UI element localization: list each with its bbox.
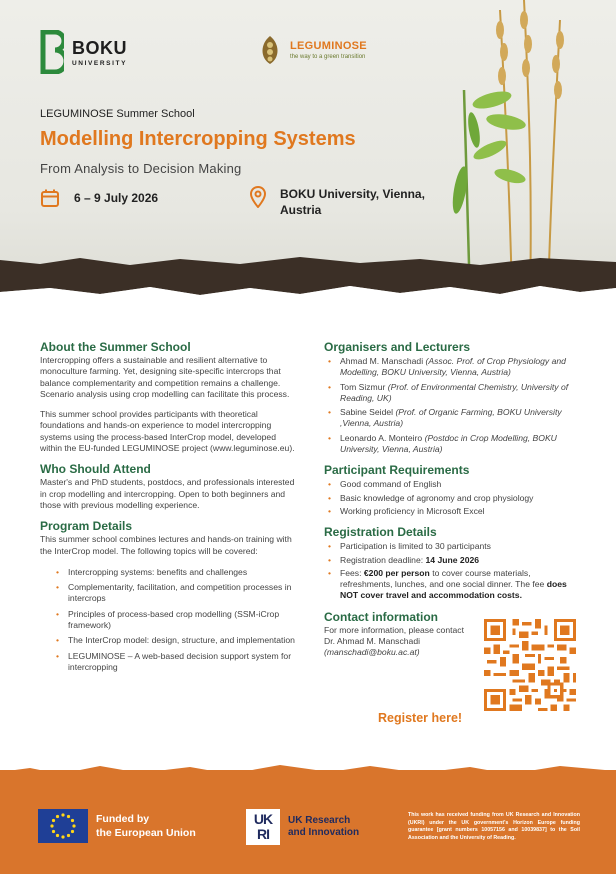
organisers-section <box>324 340 582 455</box>
registration-heading: Registration Details <box>324 525 437 540</box>
list-item: • Tom Sizmur (Prof. of Environmental Chemistry, University of Reading, UK) <box>324 382 582 405</box>
ukri-mark-icon: UK RI <box>246 809 280 845</box>
list-item: • Leonardo A. Monteiro (Postdoc in Crop Modelling, BOKU University, Vienna, Austria) <box>324 433 582 456</box>
requirements-heading: Participant Requirements <box>324 463 470 478</box>
eyebrow-text: LEGUMINOSE Summer School <box>40 108 195 120</box>
pea-pod-logo-icon <box>258 34 282 66</box>
registration-section <box>324 525 582 601</box>
eu-funding-logo <box>38 809 196 843</box>
event-date <box>40 188 158 208</box>
left-column <box>40 340 298 681</box>
soil-divider <box>0 250 616 300</box>
program-section <box>40 519 298 673</box>
list-item: • Good command of English <box>324 479 582 490</box>
list-item: • Sabine Seidel (Prof. of Organic Farming, BOKU University ,Vienna, Austria) <box>324 407 582 430</box>
list-item: • Complementarity, facilitation, and competition processes in intercrops <box>52 582 298 605</box>
header-banner <box>0 0 616 300</box>
program-heading: Program Details <box>40 519 133 534</box>
event-location <box>250 186 440 218</box>
about-section <box>40 340 298 454</box>
list-item: • Intercropping systems: benefits and challenges <box>52 567 298 578</box>
requirements-list <box>324 479 582 517</box>
funding-note: This work has received funding from UK Research and Innovation (UKRI) under the UK government's Horizon Europe funding guarantee [grant numbers 10057156 and 10039837] to the Soil Association and the University of Reading. <box>408 812 580 841</box>
registration-list <box>324 541 582 601</box>
ukri-line-2: and Innovation <box>288 827 360 838</box>
leguminose-logo <box>258 34 367 66</box>
list-item: • Principles of process-based crop modelling (SSM-iCrop framework) <box>52 609 298 632</box>
event-location-text: BOKU University, Vienna, Austria <box>280 187 425 217</box>
contact-heading: Contact information <box>324 609 438 624</box>
organisers-list <box>324 356 582 455</box>
list-item: • Fees: €200 per person to cover course materials, refreshments, lunches, and one social dinner. The fee does NOT cover travel and accommodation costs. <box>324 568 582 602</box>
list-item: • Basic knowledge of agronomy and crop physiology <box>324 493 582 504</box>
list-item: • LEGUMINOSE – A web-based decision support system for intercropping <box>52 651 298 674</box>
boku-name: BOKU <box>72 37 127 58</box>
page-title: Modelling Intercropping Systems <box>40 128 356 150</box>
eu-line-2: the European Union <box>96 827 196 839</box>
list-item: • The InterCrop model: design, structure, and implementation <box>52 635 298 646</box>
about-heading: About the Summer School <box>40 340 191 354</box>
registration-qr-code[interactable] <box>484 619 576 711</box>
location-pin-icon <box>250 186 266 208</box>
register-link[interactable]: Register here! <box>378 710 463 725</box>
boku-subtitle: UNIVERSITY <box>72 59 128 67</box>
organisers-heading: Organisers and Lecturers <box>324 340 471 354</box>
list-item: • Working proficiency in Microsoft Excel <box>324 506 582 517</box>
list-item: • Participation is limited to 30 participants <box>324 541 582 552</box>
ukri-line-1: UK Research <box>288 815 351 826</box>
eu-flag-icon <box>38 809 88 843</box>
list-item: • Registration deadline: 14 June 2026 <box>324 555 582 566</box>
right-column <box>324 340 582 743</box>
contact-text: For more information, please contact Dr. Ahmad M. Manschadi (manschadi@boku.ac.at) <box>324 624 464 658</box>
page-subtitle: From Analysis to Decision Making <box>40 161 242 176</box>
attend-heading: Who Should Attend <box>40 462 151 477</box>
attend-section <box>40 462 298 511</box>
contact-section <box>324 610 582 735</box>
calendar-icon <box>40 188 60 208</box>
boku-mark-icon <box>40 30 64 74</box>
about-paragraph-2: This summer school provides participants with theoretical foundations and hands-on experience to model intercropping systems using the process-based InterCrop model, developed within the EU-funded LEGUMINOSE project (www.leguminose.eu). <box>40 409 295 454</box>
program-intro: This summer school combines lectures and hands-on training with the InterCrop model. The following topics will be covered: <box>40 534 292 556</box>
attend-text: Master's and PhD students, postdocs, and professionals interested in crop modelling and intercropping. Open to both beginners and those with previous modelling experience. <box>40 477 295 510</box>
boku-logo <box>40 30 127 74</box>
leguminose-tagline: the way to a green transition <box>290 54 366 60</box>
list-item: • Ahmad M. Manschadi (Assoc. Prof. of Crop Physiology and Modelling, BOKU University, Vienna, Austria) <box>324 356 582 379</box>
program-topics <box>40 567 298 673</box>
leguminose-name: LEGUMINOSE <box>290 40 367 52</box>
event-date-text: 6 – 9 July 2026 <box>74 191 159 205</box>
requirements-section <box>324 463 582 517</box>
ukri-logo <box>246 809 359 845</box>
eu-line-1: Funded by <box>96 813 150 825</box>
contact-email[interactable]: (manschadi@boku.ac.at) <box>324 647 420 658</box>
about-paragraph-1: Intercropping offers a sustainable and resilient alternative to monoculture farming. Yet, designing site-specific intercrops that balance complementarity and competition remains a challenge. Scenario analysis using crop modelling can facilitate this process. <box>40 355 290 399</box>
